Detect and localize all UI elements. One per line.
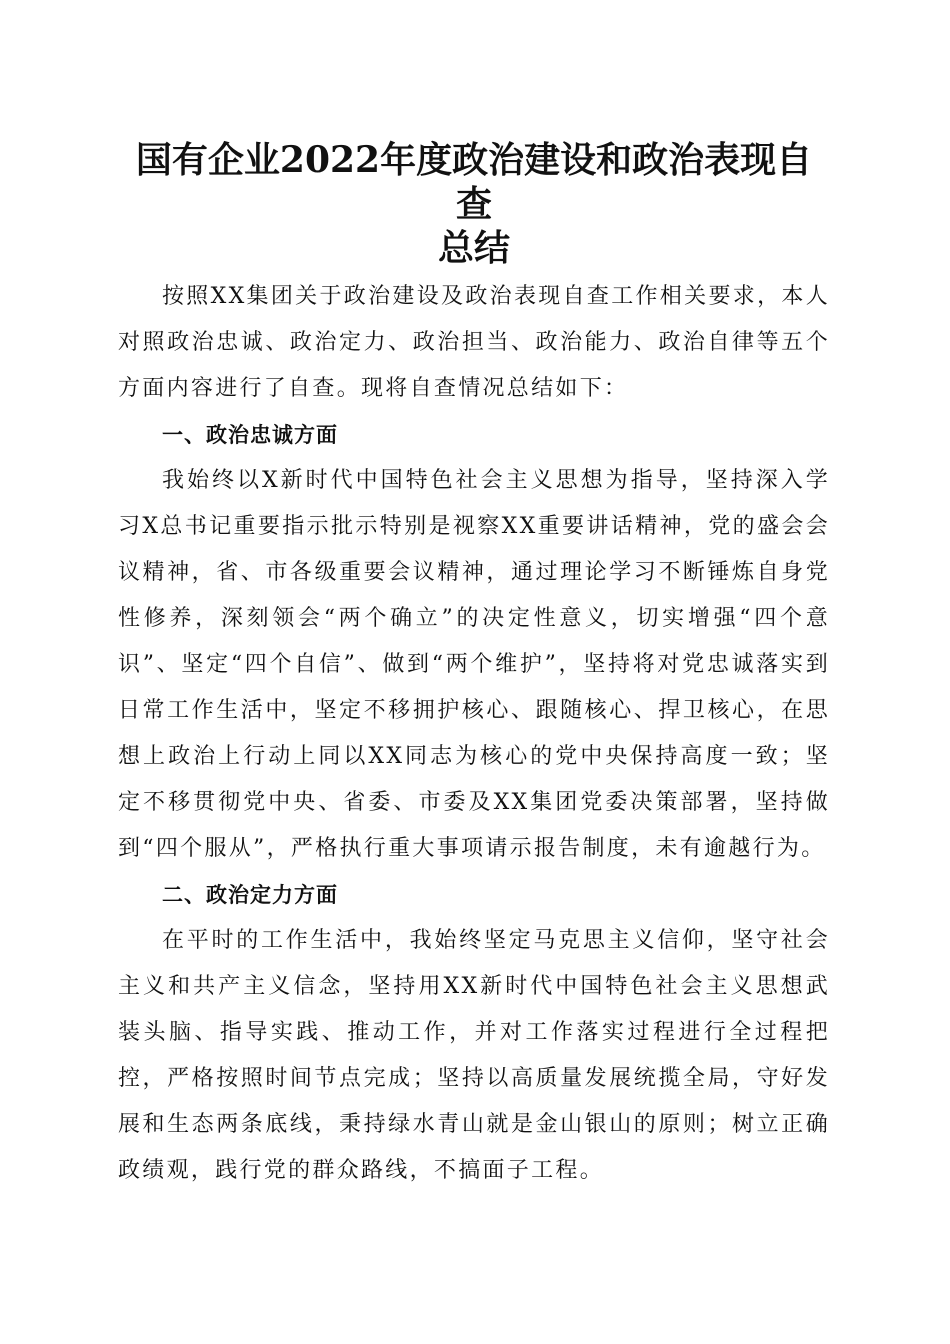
intro-paragraph: 按照XX集团关于政治建设及政治表现自查工作相关要求，本人对照政治忠诚、政治定力、政治担当、政治能力、政治自律等五个方面内容进行了自查。现将自查情况总结如下： bbox=[118, 284, 830, 401]
title-line-2: 总结 bbox=[437, 227, 510, 269]
title-line-1: 国有企业2022年度政治建设和政治表现自查 bbox=[135, 139, 813, 225]
section-heading-loyalty: 一、政治忠诚方面 bbox=[162, 423, 338, 447]
document-title bbox=[118, 138, 830, 270]
section-body-determination: 在平时的工作生活中，我始终坚定马克思主义信仰，坚守社会主义和共产主义信念，坚持用XX新时代中国特色社会主义思想武装头脑、指导实践、推动工作，并对工作落实过程进行全过程把控，严格按照时间节点完成；坚持以高质量发展统揽全局，守好发展和生态两条底线，秉持绿水青山就是金山银山的原则；树立正确政绩观，践行党的群众路线，不搞面子工程。 bbox=[118, 928, 830, 1183]
document-page bbox=[118, 138, 830, 1194]
section-heading-determination: 二、政治定力方面 bbox=[162, 883, 338, 907]
section-body-loyalty: 我始终以X新时代中国特色社会主义思想为指导，坚持深入学习X总书记重要指示批示特别是视察XX重要讲话精神，党的盛会会议精神，省、市各级重要会议精神，通过理论学习不断锤炼自身党性修养，深刻领会“两个确立”的决定性意义，切实增强“四个意识”、坚定“四个自信”、做到“两个维护”，坚持将对党忠诚落实到日常工作生活中，坚定不移拥护核心、跟随核心、捍卫核心，在思想上政治上行动上同以XX同志为核心的党中央保持高度一致；坚定不移贯彻党中央、省委、市委及XX集团党委决策部署，坚持做到“四个服从”，严格执行重大事项请示报告制度，未有逾越行为。 bbox=[118, 468, 830, 861]
